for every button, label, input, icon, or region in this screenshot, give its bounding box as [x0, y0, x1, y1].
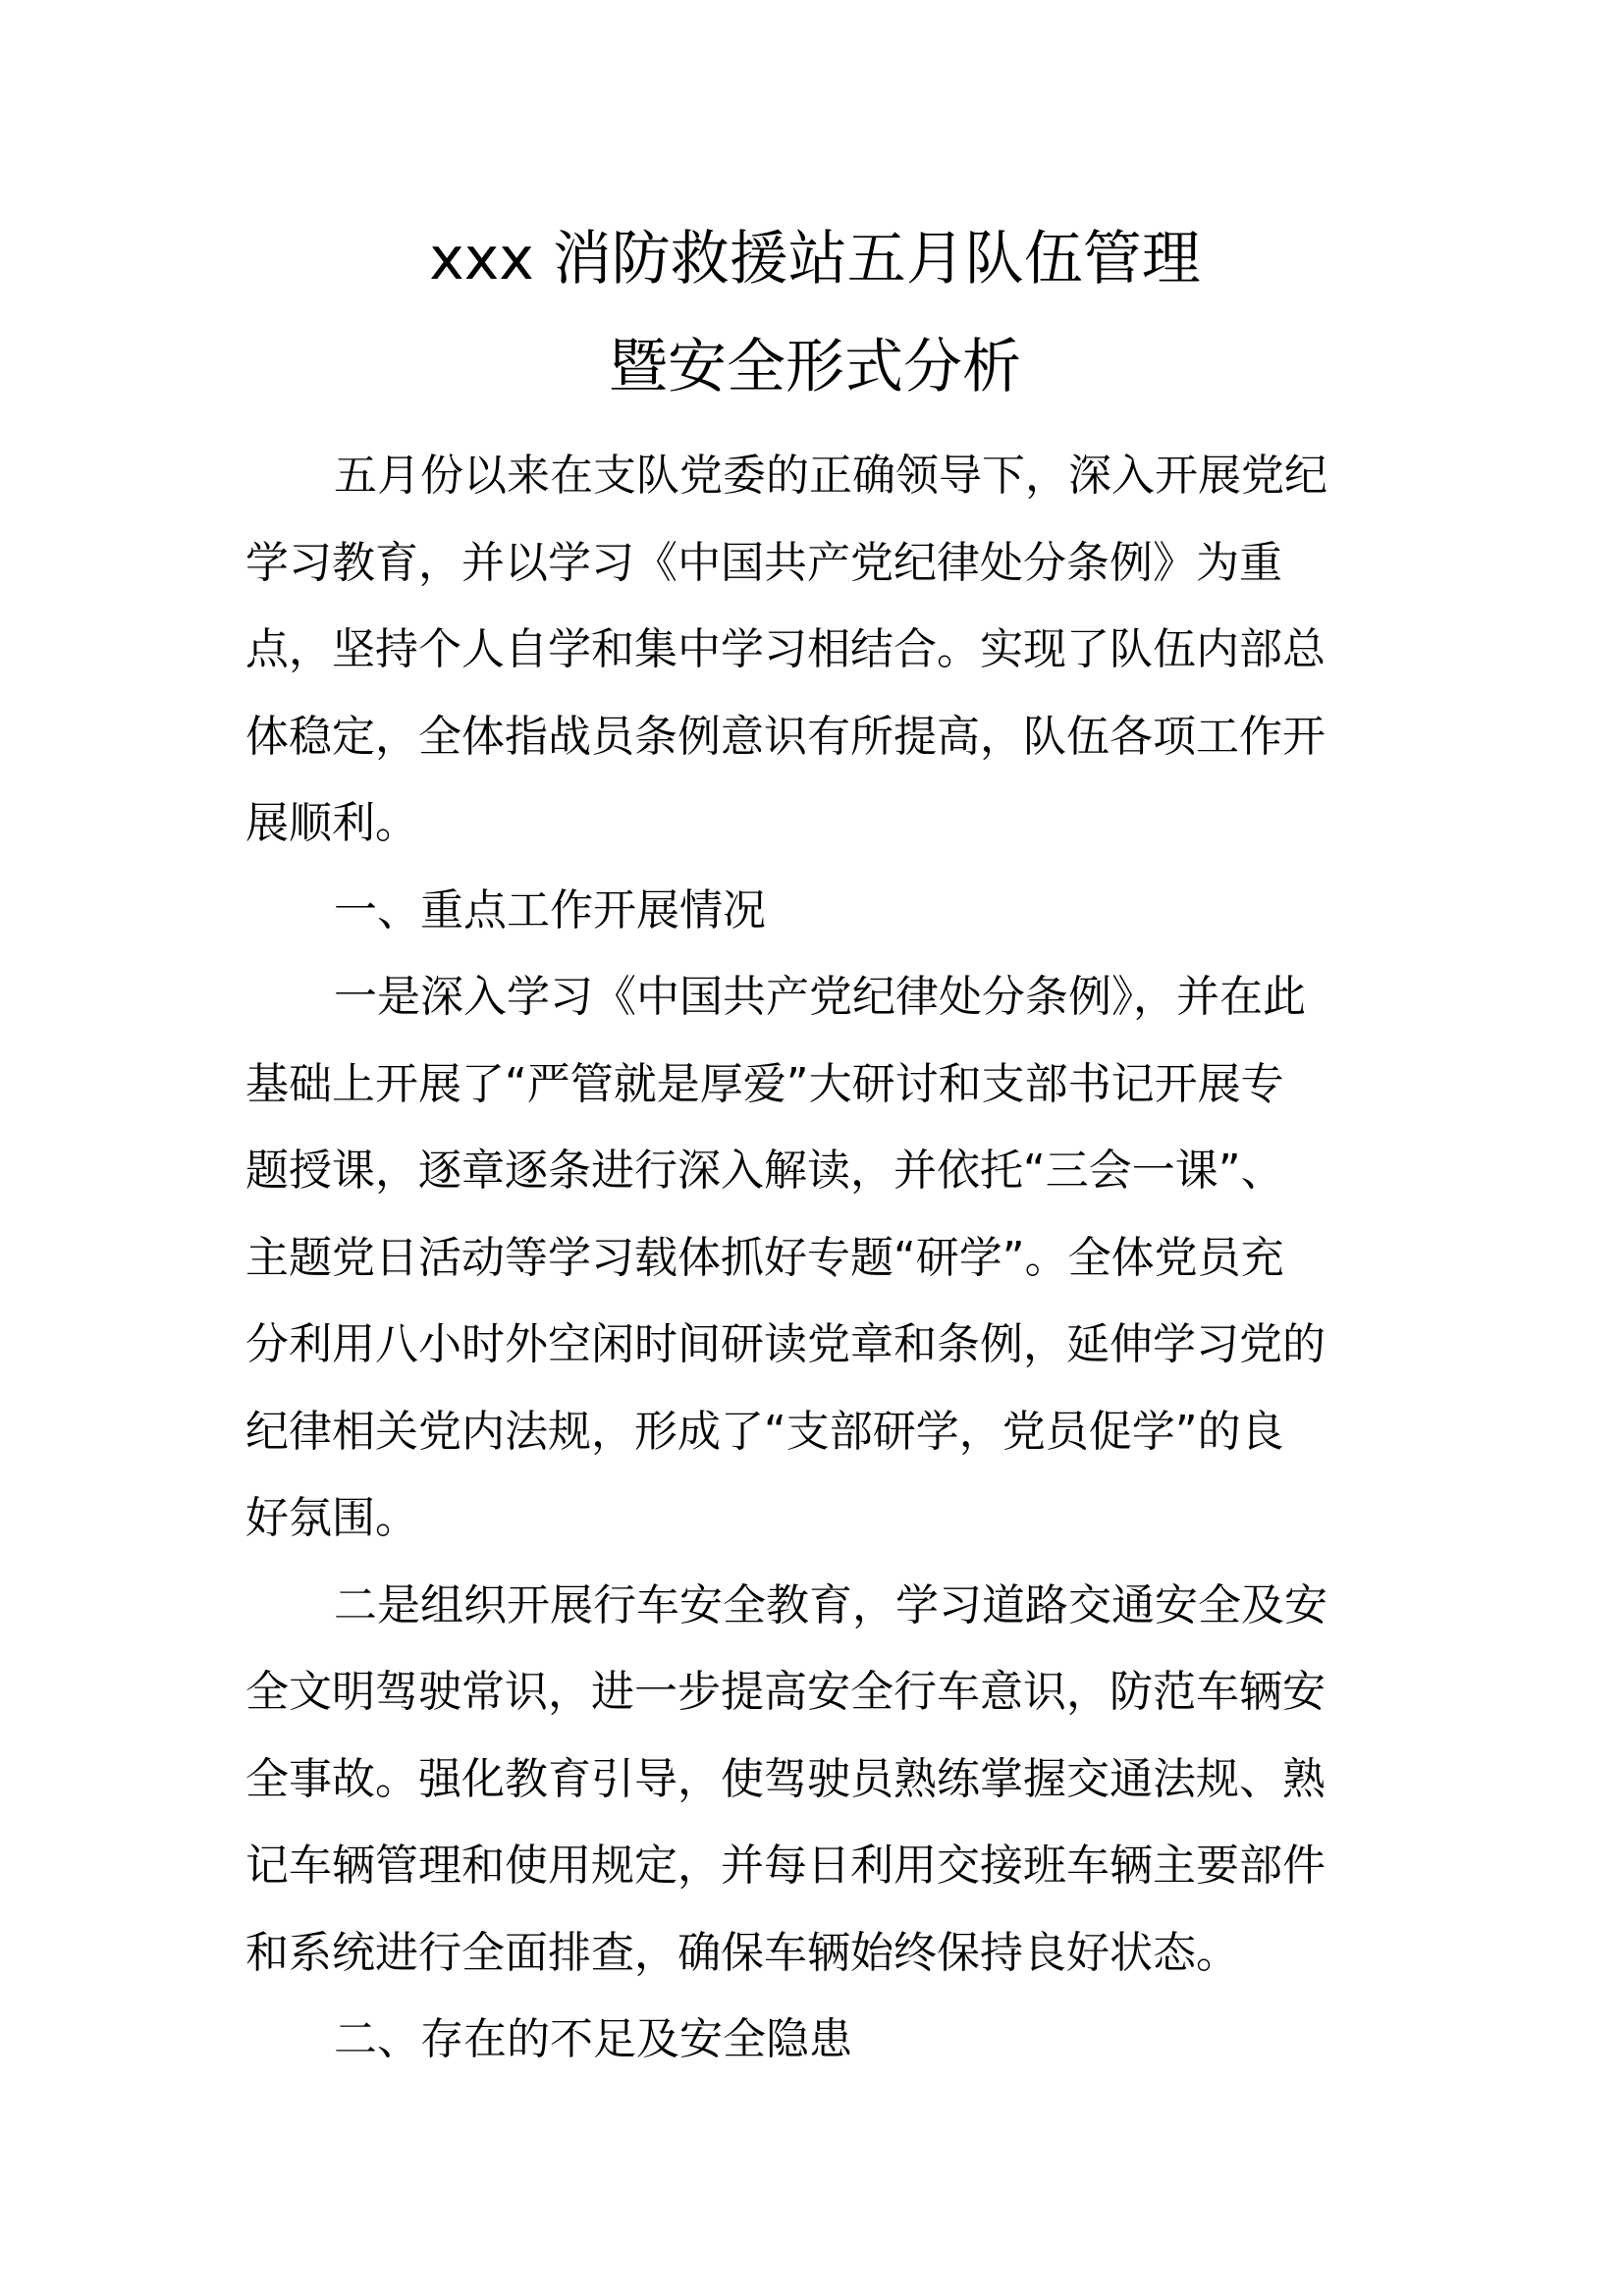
body-text-line: 点，坚持个人自学和集中学习相结合。实现了队伍内部总: [245, 624, 1326, 674]
body-text-line: 体稳定，全体指战员条例意识有所提高，队伍各项工作开: [245, 711, 1326, 762]
body-text-line: 展顺利。: [245, 798, 418, 848]
document-body: [245, 433, 1404, 2084]
body-text-line: 和系统进行全面排查，确保车辆始终保持良好状态。: [245, 1927, 1239, 1978]
body-text-line: 主题党日活动等学习载体抓好专题“研学”。全体党员充: [245, 1232, 1284, 1283]
body-text-line: 好氛围。: [245, 1493, 418, 1543]
body-text-line: 基础上开展了“严管就是厚爱”大研讨和支部书记开展专: [245, 1058, 1284, 1109]
body-text-line: 一是深入学习《中国共产党纪律处分条例》，并在此: [334, 972, 1306, 1022]
document-title-line-2: 暨安全形式分析: [609, 333, 1021, 401]
body-text-line: 学习教育，并以学习《中国共产党纪律处分条例》为重: [245, 537, 1282, 588]
body-text-line: 记车辆管理和使用规定，并每日利用交接班车辆主要部件: [245, 1841, 1326, 1891]
body-text-line: 纪律相关党内法规，形成了“支部研学，党员促学”的良: [245, 1406, 1284, 1457]
body-text-line: 五月份以来在支队党委的正确领导下，深入开展党纪: [334, 451, 1327, 501]
document-title-line-1: xxx 消防救援站五月队伍管理: [429, 225, 1201, 294]
body-text-line: 二、存在的不足及安全隐患: [334, 2014, 852, 2064]
body-text-line: 全事故。强化教育引导，使驾驶员熟练掌握交通法规、熟: [245, 1753, 1326, 1804]
body-text-line: 全文明驾驶常识，进一步提高安全行车意识，防范车辆安: [245, 1667, 1326, 1717]
body-text-line: 分利用八小时外空闲时间研读党章和条例，延伸学习党的: [245, 1319, 1326, 1369]
body-text-line: 题授课，逐章逐条进行深入解读，并依托“三会一课”、: [245, 1146, 1284, 1196]
body-text-line: 二是组织开展行车安全教育，学习道路交通安全及安: [334, 1579, 1327, 1630]
body-text-line: 一、重点工作开展情况: [334, 884, 766, 935]
